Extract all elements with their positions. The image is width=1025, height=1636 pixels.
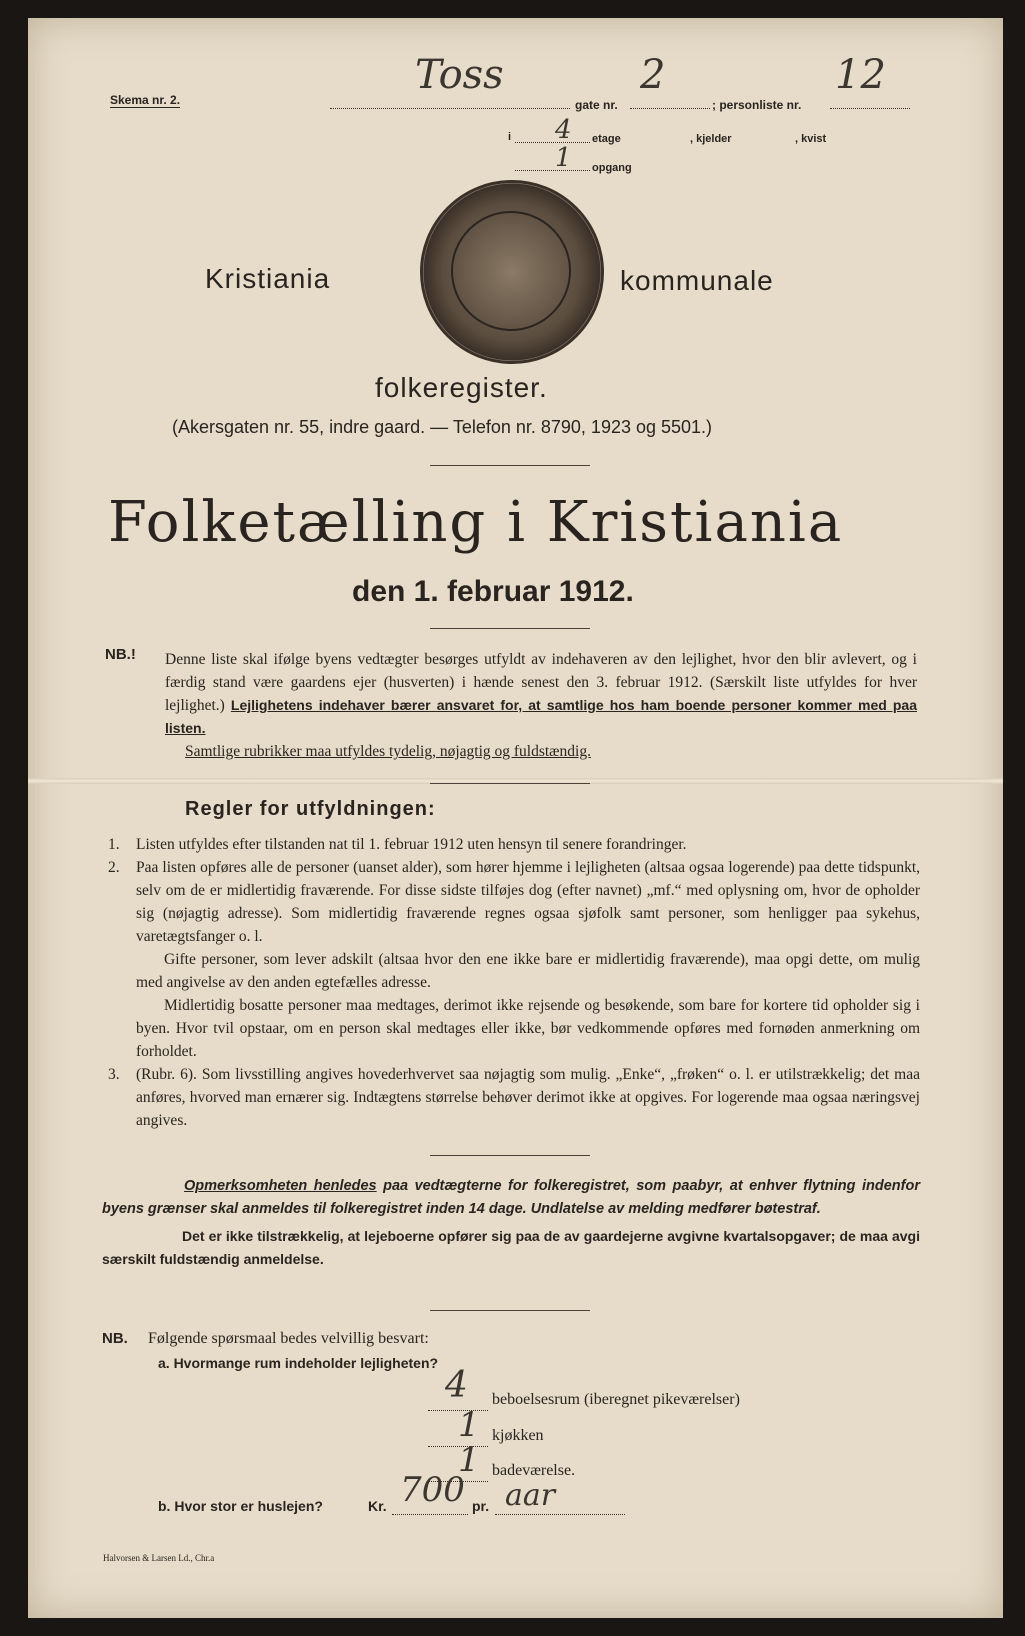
rule-2 — [108, 856, 920, 1063]
questions-intro: Følgende spørsmaal bedes velvillig besvart: — [148, 1330, 429, 1347]
divider — [430, 1155, 590, 1156]
rule-2-text-a: Paa listen opføres alle de personer (uanset alder), som hører hjemme i lejligheten (altsaa ogsaa logerende) paa dette tidspunkt, selv om de er midlertidig fraværende. For disse sidste tilføjes dog (efter navnet) „mf.“ med oplysning om, hvor de opholder sig (nøjagtig adresse). Som midlertidig fraværende regnes ogsaa sjøfolk samt personer, som henligger paa sykehus, varetægtsfanger o. l. — [136, 859, 920, 945]
kristiania-seal — [420, 180, 604, 364]
question-b: b. Hvor stor er huslejen? — [158, 1498, 323, 1514]
rule-3-number: 3. — [108, 1066, 120, 1083]
i-label: i — [508, 131, 512, 143]
gate-line — [630, 108, 710, 109]
question-a: a. Hvormange rum indeholder lejligheten? — [158, 1355, 439, 1371]
kjelder-label: , kjelder — [690, 133, 732, 145]
divider — [430, 628, 590, 629]
rule-1-number: 1. — [108, 836, 120, 853]
opgang-label: opgang — [592, 162, 632, 174]
rooms-label: beboelsesrum (iberegnet pikeværelser) — [492, 1391, 740, 1408]
bath-handwritten: 1 — [458, 1440, 480, 1480]
personliste-label: ; personliste nr. — [712, 98, 802, 112]
etage-label: etage — [592, 133, 621, 145]
org-left: Kristiania — [205, 263, 331, 294]
divider — [430, 1310, 590, 1311]
rule-2-number: 2. — [108, 859, 120, 876]
pr-line — [495, 1514, 625, 1515]
title-date: den 1. februar 1912. — [352, 575, 634, 608]
nb-text-3: Samtlige rubrikker maa utfyldes tydelig, nøjagtig og fuldstændig. — [185, 743, 591, 760]
kr-line — [392, 1514, 468, 1515]
street-handwritten: Toss — [415, 52, 504, 98]
kr-handwritten: 700 — [400, 1470, 465, 1510]
nb-text-1: Denne liste skal ifølge byens vedtægter besørges utfyldt av indehaveren av den lejlighet, hvor den blir avlevert, og i færdig stand være gaardens ejer (husverten) i hænde senest den 3. februar 1912. (Særskilt liste utfyldes for hver lejlighet.) — [165, 651, 917, 714]
rule-1-text: Listen utfyldes efter tilstanden nat til 1. februar 1912 uten hensyn til senere forandringer. — [136, 836, 687, 853]
etage-line — [515, 142, 590, 143]
org-address: (Akersgaten nr. 55, indre gaard. — Telefon nr. 8790, 1923 og 5501.) — [172, 417, 713, 437]
rule-3-text: (Rubr. 6). Som livsstilling angives hovederhvervet saa nøjagtig som mulig. „Enke“, „frøken“ o. l. er utilstrækkelig; det maa anføres, hvorved man ernærer sig. Indtægtens størrelse behøver derimot ikke at opgives. For logerende maa ogsaa næringsvej angives. — [136, 1066, 920, 1129]
notice-lead: Opmerksomheten henledes — [184, 1178, 377, 1194]
rule-3 — [108, 1063, 920, 1132]
bath-label: badeværelse. — [492, 1462, 576, 1479]
nb-label: NB.! — [105, 646, 136, 663]
registry-notice — [102, 1175, 920, 1271]
skema-number: Skema nr. 2. — [110, 93, 181, 107]
etage-handwritten: 4 — [555, 115, 572, 145]
personliste-line — [830, 108, 910, 109]
gate-label: gate nr. — [575, 98, 618, 112]
kvist-label: , kvist — [795, 133, 827, 145]
rule-2-text-b: Gifte personer, som lever adskilt (altsaa hvor den ene ikke bare er midlertidig fraværende), maa opgi dette, om mulig med angivelse av den anden egtefælles adresse. — [136, 951, 920, 991]
notice-paragraph-2: Det er ikke tilstrækkelig, at lejeboerne opfører sig paa de av gaardejerne avgivne kvartalsopgaver; de maa avgi særskilt fuldstændig anmeldelse. — [102, 1228, 920, 1267]
notice-rest: paa vedtægterne for folkeregistret, som paabyr, at enhver flytning indenfor byens grænser skal anmeldes til folkeregistret inden 14 dage. Undlatelse av melding medfører bøtestraf. — [102, 1178, 920, 1217]
org-folkeregister: folkeregister. — [375, 372, 548, 403]
questions-nb: NB. — [102, 1330, 128, 1347]
nb-text-2: Lejlighetens indehaver bærer ansvaret for, at samtlige hos ham boende personer kommer med paa listen. — [165, 697, 918, 736]
kitchen-handwritten: 1 — [458, 1405, 480, 1445]
rule-2-body — [136, 856, 920, 1063]
page-title: Folketælling i Kristiania — [108, 490, 844, 555]
personliste-handwritten: 12 — [835, 52, 886, 98]
divider — [430, 783, 590, 784]
nb-text — [165, 648, 917, 740]
seal-figure — [451, 211, 571, 331]
pr-handwritten: aar — [505, 1478, 556, 1513]
kitchen-label: kjøkken — [492, 1427, 544, 1444]
opgang-handwritten: 1 — [555, 143, 572, 173]
opgang-line — [515, 170, 590, 171]
rule-1 — [108, 833, 920, 856]
street-line — [330, 108, 570, 109]
rules-list — [108, 833, 920, 1132]
org-right: kommunale — [620, 265, 774, 296]
rule-2-text-c: Midlertidig bosatte personer maa medtages, derimot ikke rejsende og besøkende, som bare for kortere tid opholder sig i byen. Hvor tvil opstaar, om en person skal medtages eller ikke, bør vedkommende opføres med fornøden anmerkning om forholdet. — [136, 997, 920, 1060]
rules-heading: Regler for utfyldningen: — [185, 798, 436, 820]
gate-handwritten: 2 — [640, 52, 666, 98]
rooms-handwritten: 4 — [445, 1365, 468, 1406]
printer-imprint: Halvorsen & Larsen Ld., Chr.a — [103, 1553, 215, 1563]
kr-label: Kr. — [368, 1498, 387, 1514]
pr-label: pr. — [472, 1498, 490, 1514]
notice-paragraph-1 — [102, 1175, 920, 1221]
nb-notice — [165, 648, 917, 763]
nb-text-3-para — [165, 740, 917, 763]
divider — [430, 465, 590, 466]
